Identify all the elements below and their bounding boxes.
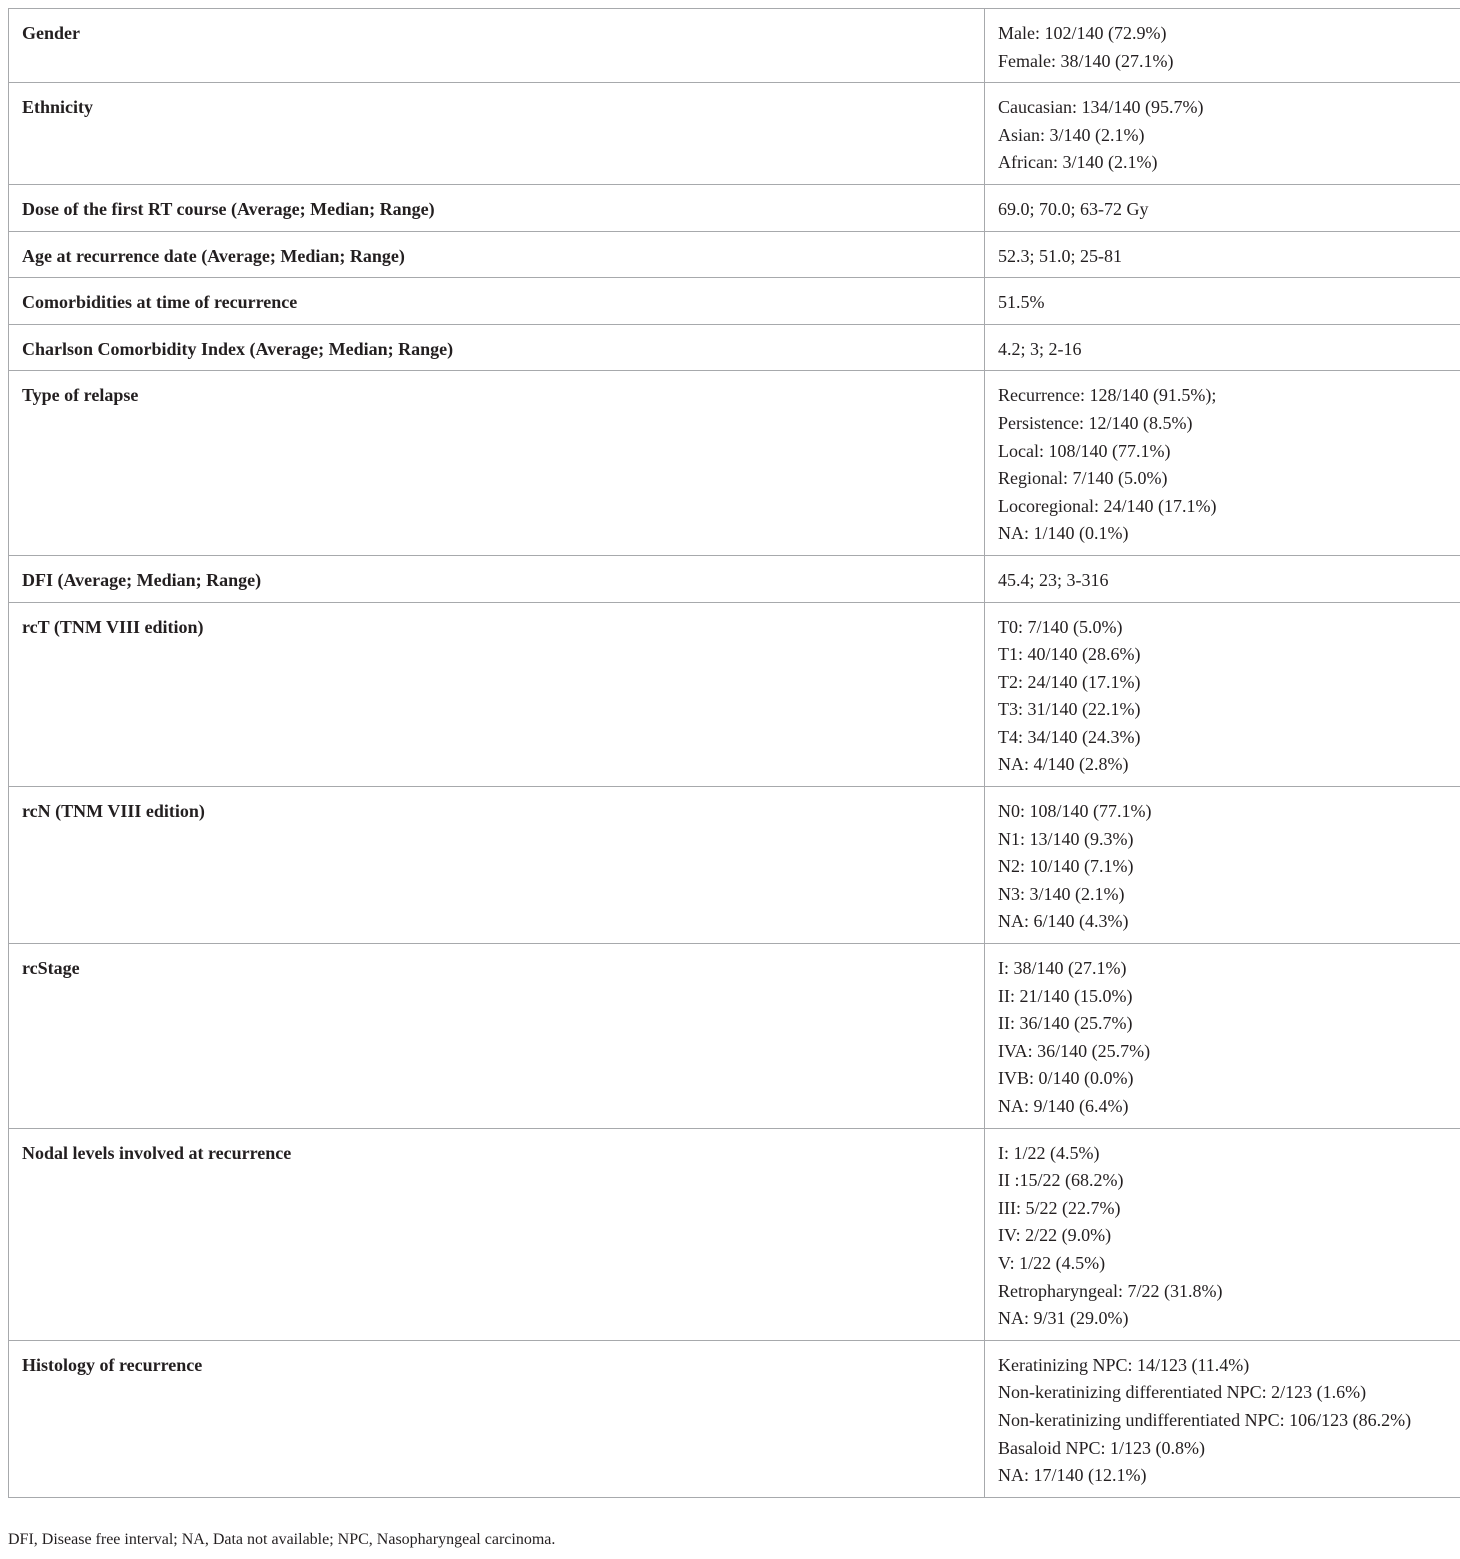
row-value-line: N1: 13/140 (9.3%) [998,828,1134,849]
row-value-line: IV: 2/22 (9.0%) [998,1225,1112,1246]
row-value-line: II: 36/140 (25.7%) [998,1013,1133,1034]
row-value-line: 4.2; 3; 2-16 [998,338,1082,359]
table-body [9,9,1460,1498]
row-value-line: NA: 1/140 (0.1%) [998,523,1129,544]
row-value-line: Basaloid NPC: 1/123 (0.8%) [998,1437,1205,1458]
row-value-line: Non-keratinizing undifferentiated NPC: 106/123 (86.2%) [998,1409,1412,1430]
row-value-line: N2: 10/140 (7.1%) [998,856,1134,877]
row-value-line: I: 38/140 (27.1%) [998,958,1127,979]
row-label: Comorbidities at time of recurrence [9,278,985,325]
row-value-cell [985,231,1460,278]
table-row [9,602,1460,787]
row-value-line: Female: 38/140 (27.1%) [998,50,1174,71]
row-value-line: African: 3/140 (2.1%) [998,152,1158,173]
row-value-line: T3: 31/140 (22.1%) [998,699,1141,720]
row-value-line: Asian: 3/140 (2.1%) [998,124,1145,145]
table-row [9,944,1460,1129]
row-value-line: 51.5% [998,292,1045,313]
row-label: rcStage [9,944,985,1129]
row-label: Gender [9,9,985,83]
row-value-line: IVA: 36/140 (25.7%) [998,1040,1151,1061]
row-value-line: Regional: 7/140 (5.0%) [998,468,1168,489]
row-value-line: T4: 34/140 (24.3%) [998,726,1141,747]
row-value-line: Recurrence: 128/140 (91.5%); [998,385,1217,406]
row-label: Charlson Comorbidity Index (Average; Median; Range) [9,324,985,371]
row-value-line: IVB: 0/140 (0.0%) [998,1068,1134,1089]
row-value-line: NA: 6/140 (4.3%) [998,911,1129,932]
row-value-line: T2: 24/140 (17.1%) [998,671,1141,692]
table-row [9,555,1460,602]
row-label: Ethnicity [9,83,985,185]
row-value-cell [985,324,1460,371]
row-value-cell [985,184,1460,231]
table-row [9,324,1460,371]
row-value-line: Non-keratinizing differentiated NPC: 2/123 (1.6%) [998,1382,1367,1403]
row-value-line: I: 1/22 (4.5%) [998,1142,1100,1163]
table-row [9,1128,1460,1340]
row-value-cell [985,83,1460,185]
row-label: Nodal levels involved at recurrence [9,1128,985,1340]
row-value-line: Keratinizing NPC: 14/123 (11.4%) [998,1354,1250,1375]
row-value-line: Caucasian: 134/140 (95.7%) [998,97,1204,118]
table-row [9,9,1460,83]
characteristics-table [8,8,1460,1498]
row-value-cell [985,555,1460,602]
row-value-line: N3: 3/140 (2.1%) [998,883,1125,904]
row-value-cell [985,371,1460,556]
table-row [9,231,1460,278]
row-label: Type of relapse [9,371,985,556]
row-value-line: NA: 4/140 (2.8%) [998,754,1129,775]
table-row [9,1340,1460,1497]
row-value-cell [985,9,1460,83]
row-label: Histology of recurrence [9,1340,985,1497]
row-label: DFI (Average; Median; Range) [9,555,985,602]
row-value-line: NA: 17/140 (12.1%) [998,1465,1147,1486]
table-row [9,278,1460,325]
table-footnote: DFI, Disease free interval; NA, Data not available; NPC, Nasopharyngeal carcinoma. [8,1531,556,1548]
row-value-line: II :15/22 (68.2%) [998,1170,1124,1191]
characteristics-table-container [8,8,1452,1498]
row-value-line: 52.3; 51.0; 25-81 [998,245,1122,266]
row-value-line: Persistence: 12/140 (8.5%) [998,412,1193,433]
row-value-line: NA: 9/140 (6.4%) [998,1096,1129,1116]
row-value-line: Local: 108/140 (77.1%) [998,440,1171,461]
row-value-line: NA: 9/31 (29.0%) [998,1308,1129,1329]
row-value-cell [985,278,1460,325]
table-row [9,83,1460,185]
row-value-cell [985,1340,1460,1497]
row-value-line: T0: 7/140 (5.0%) [998,616,1123,637]
row-value-line: T1: 40/140 (28.6%) [998,644,1141,665]
row-value-line: II: 21/140 (15.0%) [998,985,1133,1006]
row-label: Dose of the first RT course (Average; Median; Range) [9,184,985,231]
row-value-cell [985,1128,1460,1340]
row-value-cell [985,787,1460,944]
row-label: rcN (TNM VIII edition) [9,787,985,944]
row-value-line: III: 5/22 (22.7%) [998,1197,1121,1218]
row-value-cell [985,602,1460,787]
row-value-line: 69.0; 70.0; 63-72 Gy [998,198,1149,219]
table-row [9,371,1460,556]
row-value-line: V: 1/22 (4.5%) [998,1252,1106,1273]
row-value-line: 45.4; 23; 3-316 [998,569,1109,590]
row-value-line: Male: 102/140 (72.9%) [998,23,1167,43]
row-value-line: N0: 108/140 (77.1%) [998,801,1152,822]
row-value-cell [985,944,1460,1129]
table-row [9,184,1460,231]
row-value-line: Locoregional: 24/140 (17.1%) [998,495,1217,516]
row-label: rcT (TNM VIII edition) [9,602,985,787]
row-label: Age at recurrence date (Average; Median; Range) [9,231,985,278]
table-row [9,787,1460,944]
row-value-line: Retropharyngeal: 7/22 (31.8%) [998,1280,1223,1301]
